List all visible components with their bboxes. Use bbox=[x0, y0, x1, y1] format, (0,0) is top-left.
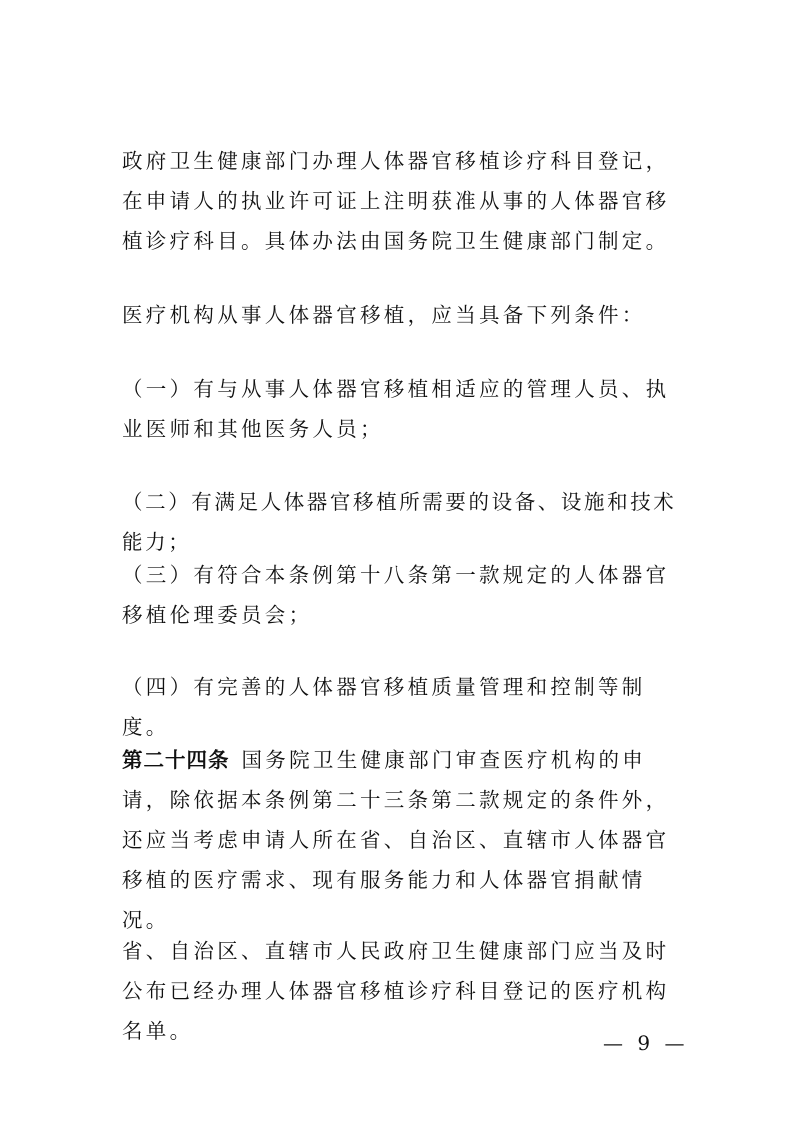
article-heading: 第二十四条 bbox=[122, 748, 230, 772]
paragraph-text: （二）有满足人体器官移植所需要的设备、设施和技术能力； bbox=[122, 490, 677, 554]
paragraph-text: （三）有符合本条例第十八条第一款规定的人体器官移植伦理委员会； bbox=[122, 563, 670, 627]
page-number: — 9 — bbox=[603, 1031, 689, 1055]
paragraph-registration-continuation bbox=[122, 141, 682, 261]
paragraph-text: 省、自治区、直辖市人民政府卫生健康部门应当及时公布已经办理人体器官移植诊疗科目登记的医疗机构名单。 bbox=[122, 939, 670, 1043]
paragraph-text: 医疗机构从事人体器官移植，应当具备下列条件： bbox=[122, 303, 646, 327]
paragraph-text: （一）有与从事人体器官移植相适应的管理人员、执业医师和其他医务人员； bbox=[122, 377, 670, 441]
paragraph-condition-1 bbox=[122, 369, 682, 449]
paragraph-text: 政府卫生健康部门办理人体器官移植诊疗科目登记，在申请人的执业许可证上注明获准从事的人体器官移植诊疗科目。具体办法由国务院卫生健康部门制定。 bbox=[122, 149, 670, 253]
paragraph-publish-list bbox=[122, 931, 682, 1051]
paragraph-article-24 bbox=[122, 740, 682, 940]
paragraph-condition-3 bbox=[122, 555, 682, 635]
paragraph-text: 国务院卫生健康部门审查医疗机构的申请，除依据本条例第二十三条第二款规定的条件外，还应当考虑申请人所在省、自治区、直辖市人体器官移植的医疗需求、现有服务能力和人体器官捐献情况。 bbox=[122, 748, 670, 932]
paragraph-condition-4 bbox=[122, 667, 682, 747]
paragraph-text: （四）有完善的人体器官移植质量管理和控制等制度。 bbox=[122, 675, 646, 739]
paragraph-conditions-intro bbox=[122, 295, 682, 335]
paragraph-condition-2 bbox=[122, 482, 682, 562]
